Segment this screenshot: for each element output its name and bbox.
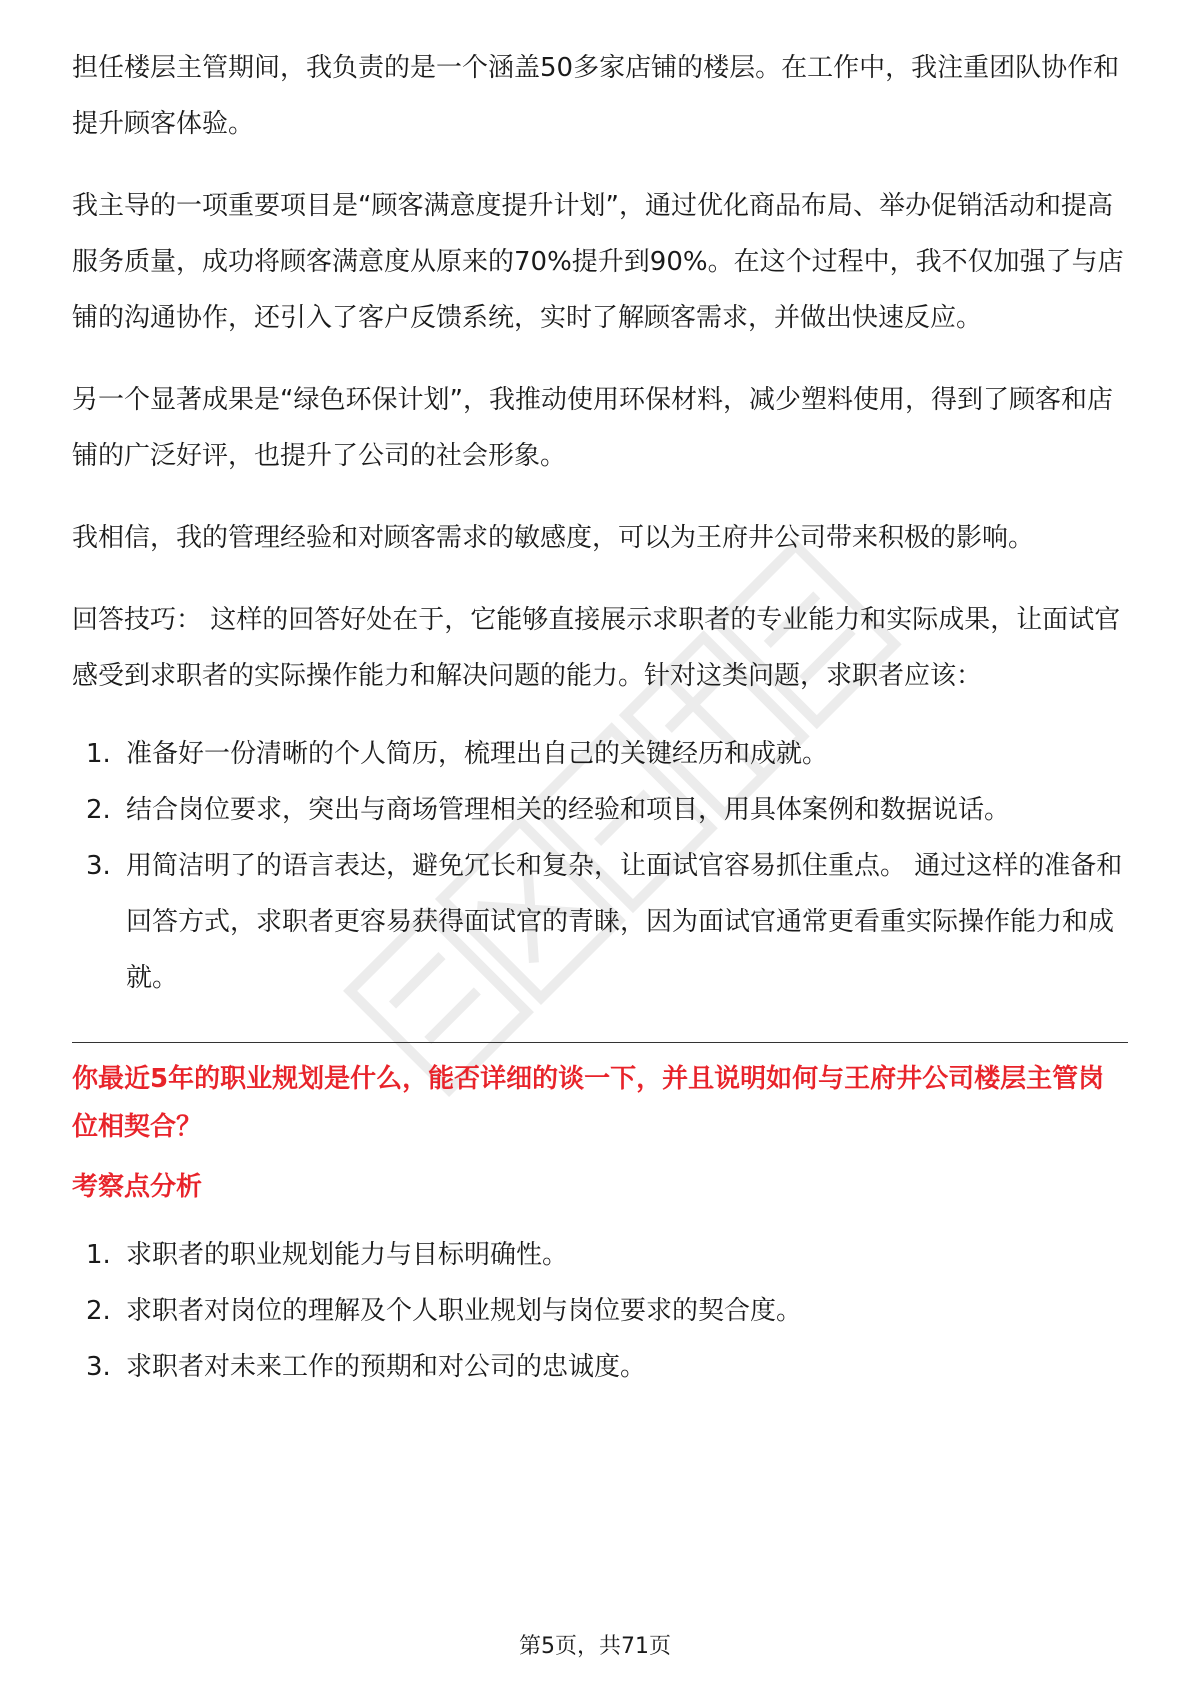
list-text: 结合岗位要求，突出与商场管理相关的经验和项目，用具体案例和数据说话。 [126, 795, 1011, 825]
page-footer: 第5页，共71页 [519, 1634, 671, 1659]
list-item [72, 1339, 1128, 1395]
paragraph-satisfaction-project: 我主导的一项重要项目是“顾客满意度提升计划”，通过优化商品布局、举办促销活动和提高服务质量，成功将顾客满意度从原来的70%提升到90%。在这个过程中，我不仅加强了与店铺的沟通协作，还引入了客户反馈系统，实时了解顾客需求，并做出快速反应。 [72, 191, 1124, 333]
list-number: 2. [86, 795, 111, 825]
list-number: 3. [86, 851, 111, 881]
list-text: 求职者对岗位的理解及个人职业规划与岗位要求的契合度。 [126, 1296, 803, 1326]
list-item [72, 1283, 1128, 1339]
list-item [72, 838, 1128, 1006]
section-divider [72, 1042, 1128, 1043]
paragraph-green-plan: 另一个显著成果是“绿色环保计划”，我推动使用环保材料，减少塑料使用，得到了顾客和店铺的广泛好评，也提升了公司的社会形象。 [72, 385, 1113, 471]
list-item [72, 782, 1128, 838]
page-content [72, 40, 1128, 1395]
list-text: 用简洁明了的语言表达，避免冗长和复杂，让面试官容易抓住重点。 通过这样的准备和回答方式，求职者更容易获得面试官的青睐，因为面试官通常更看重实际操作能力和成就。 [126, 851, 1123, 993]
list-item [72, 726, 1128, 782]
paragraph-floor-experience: 担任楼层主管期间，我负责的是一个涵盖50多家店铺的楼层。在工作中，我注重团队协作和提升顾客体验。 [72, 53, 1120, 139]
list-number: 1. [86, 739, 111, 769]
list-text: 求职者的职业规划能力与目标明确性。 [126, 1240, 569, 1270]
list-number: 3. [86, 1352, 111, 1382]
list-item [72, 1227, 1128, 1283]
analysis-heading: 考察点分析 [72, 1172, 203, 1202]
paragraph-belief: 我相信，我的管理经验和对顾客需求的敏感度，可以为王府井公司带来积极的影响。 [72, 523, 1035, 553]
paragraph-answer-tips: 回答技巧： 这样的回答好处在于，它能够直接展示求职者的专业能力和实际成果，让面试官感受到求职者的实际操作能力和解决问题的能力。针对这类问题，求职者应该： [72, 605, 1121, 691]
list-text: 求职者对未来工作的预期和对公司的忠诚度。 [126, 1352, 647, 1382]
interview-question: 你最近5年的职业规划是什么，能否详细的谈一下，并且说明如何与王府井公司楼层主管岗位相契合？ [72, 1064, 1105, 1142]
list-number: 2. [86, 1296, 111, 1326]
list-number: 1. [86, 1240, 111, 1270]
list-text: 准备好一份清晰的个人简历，梳理出自己的关键经历和成就。 [126, 739, 829, 769]
analysis-list [72, 1227, 1128, 1395]
tips-list [72, 726, 1128, 1006]
